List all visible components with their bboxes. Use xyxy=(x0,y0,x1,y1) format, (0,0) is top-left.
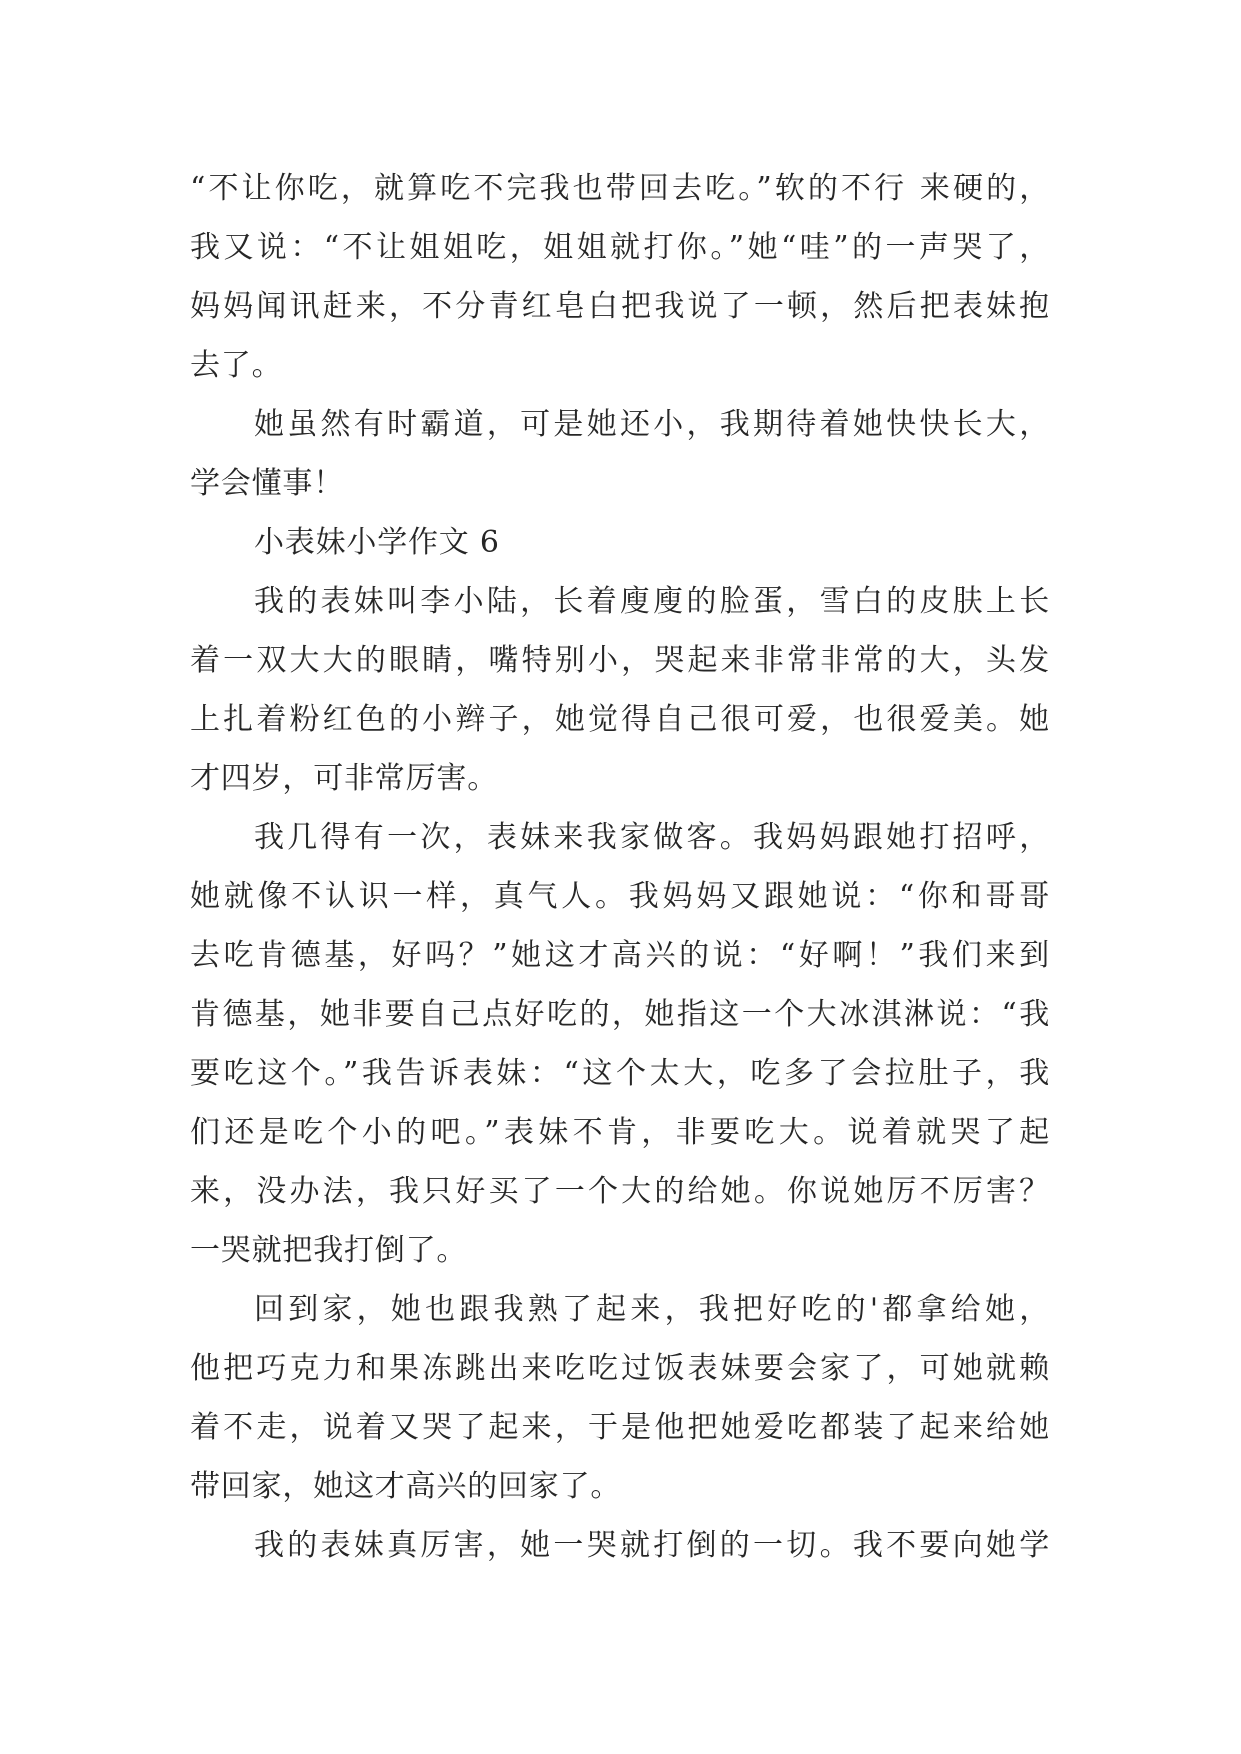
text-line: 着不走，说着又哭了起来，于是他把她爱吃都装了起来给她 xyxy=(190,1410,1050,1445)
text-line: 小表妹小学作文 6 xyxy=(254,525,500,560)
text-line: 要吃这个。”我告诉表妹：“这个太大，吃多了会拉肚子，我 xyxy=(190,1056,1050,1091)
text-line: 她就像不认识一样，真气人。我妈妈又跟她说：“你和哥哥 xyxy=(190,879,1050,914)
text-line: 她虽然有时霸道，可是她还小，我期待着她快快长大， xyxy=(254,407,1050,442)
text-line: 上扎着粉红色的小辫子，她觉得自己很可爱，也很爱美。她 xyxy=(190,702,1050,737)
text-line: “不让你吃，就算吃不完我也带回去吃。”软的不行 来硬的， xyxy=(190,171,1050,206)
text-line: 去了。 xyxy=(190,348,283,383)
text-line: 去吃肯德基，好吗？”她这才高兴的说：“好啊！”我们来到 xyxy=(190,938,1050,973)
text-line: 肯德基，她非要自己点好吃的，她指这一个大冰淇淋说：“我 xyxy=(190,997,1050,1032)
text-line: 妈妈闻讯赶来，不分青红皂白把我说了一顿，然后把表妹抱 xyxy=(190,289,1050,324)
text-line: 们还是吃个小的吧。”表妹不肯，非要吃大。说着就哭了起 xyxy=(190,1115,1050,1150)
text-line: 带回家，她这才高兴的回家了。 xyxy=(190,1469,622,1504)
text-line: 一哭就把我打倒了。 xyxy=(190,1233,468,1268)
text-line: 他把巧克力和果冻跳出来吃吃过饭表妹要会家了，可她就赖 xyxy=(190,1351,1050,1386)
text-line: 着一双大大的眼睛，嘴特别小，哭起来非常非常的大，头发 xyxy=(190,643,1050,678)
text-line: 回到家，她也跟我熟了起来，我把好吃的'都拿给她， xyxy=(254,1292,1050,1327)
text-line: 我又说：“不让姐姐吃，姐姐就打你。”她“哇”的一声哭了， xyxy=(190,230,1050,265)
text-line: 才四岁，可非常厉害。 xyxy=(190,761,498,796)
text-line: 我几得有一次，表妹来我家做客。我妈妈跟她打招呼， xyxy=(254,820,1050,855)
document-body xyxy=(190,159,1050,1575)
text-line: 学会懂事！ xyxy=(190,466,344,501)
text-line: 我的表妹真厉害，她一哭就打倒的一切。我不要向她学 xyxy=(254,1528,1050,1563)
text-line: 来，没办法，我只好买了一个大的给她。你说她厉不厉害？ xyxy=(190,1174,1050,1209)
text-line: 我的表妹叫李小陆，长着廋廋的脸蛋，雪白的皮肤上长 xyxy=(254,584,1050,619)
